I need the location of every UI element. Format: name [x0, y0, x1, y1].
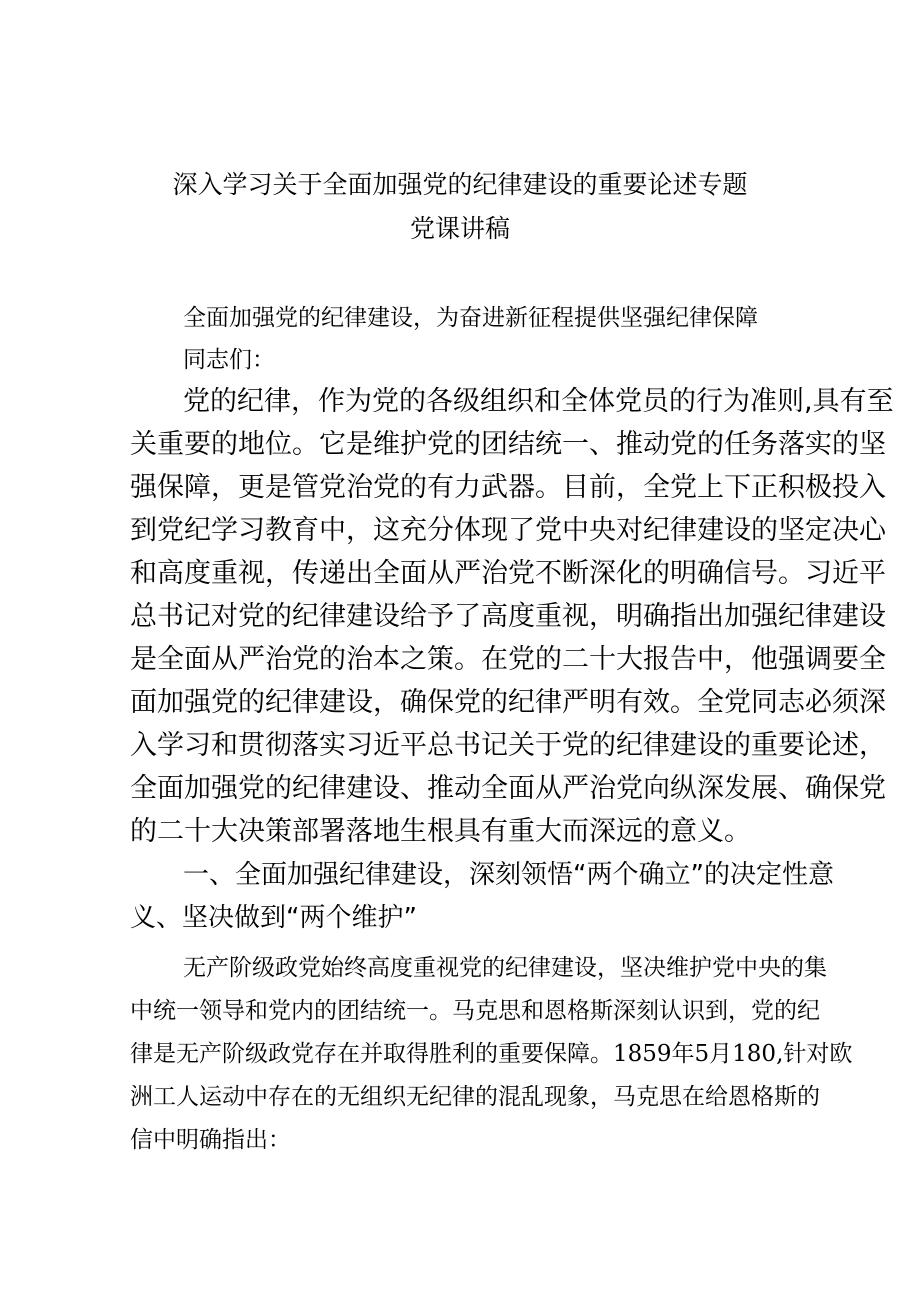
paragraph-line: 强保障，更是管党治党的有力武器。目前，全党上下正积极投入 [130, 472, 886, 503]
paragraph-line: 到党纪学习教育中，这充分体现了党中央对纪律建设的坚定决心 [130, 515, 886, 546]
document-title-line-1: 深入学习关于全面加强党的纪律建设的重要论述专题 [172, 170, 748, 199]
paragraph-line: 中统一领导和党内的团结统一。马克思和恩格斯深刻认识到，党的纪 [130, 998, 820, 1024]
paragraph-line: 信中明确指出： [130, 1127, 291, 1153]
paragraph-line: 总书记对党的纪律建设给予了高度重视，明确指出加强纪律建设 [130, 601, 886, 632]
paragraph-line: 无产阶级政党始终高度重视党的纪律建设，坚决维护党中央的集 [183, 955, 827, 981]
document-title-line-2: 党课讲稿 [409, 214, 510, 243]
heading-line: 义、坚决做到“两个维护” [130, 903, 417, 933]
paragraph-line: 全面加强党的纪律建设、推动全面从严治党向纵深发展、确保党 [130, 773, 886, 804]
paragraph-line: 入学习和贯彻落实习近平总书记关于党的纪律建设的重要论述， [130, 730, 886, 761]
paragraph-line: 的二十大决策部署落地生根具有重大而深远的意义。 [130, 816, 751, 847]
paragraph-line: 和高度重视，传递出全面从严治党不断深化的明确信号。习近平 [130, 558, 886, 589]
paragraph-line: 党的纪律，作为党的各级组织和全体党员的行为准则,具有至 [183, 386, 894, 417]
salutation: 同志们： [183, 347, 275, 373]
paragraph-line: 关重要的地位。它是维护党的团结统一、推动党的任务落实的坚 [130, 429, 886, 460]
paragraph-line: 是全面从严治党的治本之策。在党的二十大报告中，他强调要全 [130, 644, 886, 675]
document-subtitle: 全面加强党的纪律建设，为奋进新征程提供坚强纪律保障 [183, 305, 758, 331]
paragraph-line: 面加强党的纪律建设，确保党的纪律严明有效。全党同志必须深 [130, 687, 886, 718]
paragraph-line: 洲工人运动中存在的无组织无纪律的混乱现象，马克思在给恩格斯的 [130, 1084, 820, 1110]
heading-line: 一、全面加强纪律建设，深刻领悟“两个确立”的决定性意 [183, 860, 834, 890]
paragraph-line: 律是无产阶级政党存在并取得胜利的重要保障。1859年5月180,针对欧 [130, 1041, 853, 1067]
